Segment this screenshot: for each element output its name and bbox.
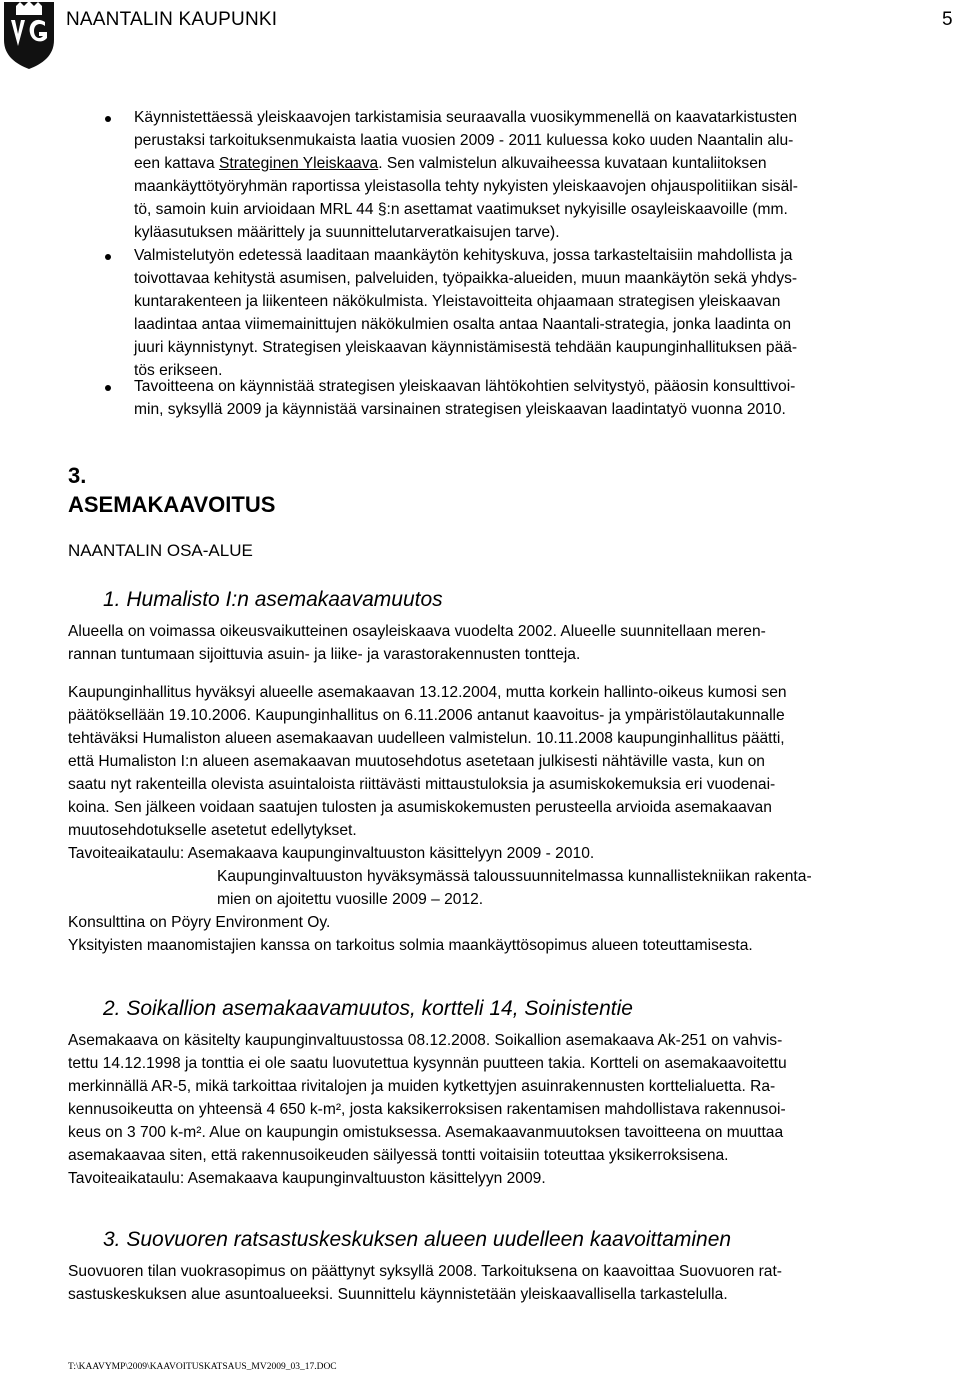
bullet-1-line-2: perustaksi tarkoituksenmukaista laatia vuosien 2009 - 2011 kuluessa koko uuden Naantalin alu- [134,132,794,149]
item-1-heading: 1. Humalisto I:n asemakaavamuutos [103,588,443,611]
header-title: NAANTALIN KAUPUNKI [66,9,278,30]
item-1-line-8: koina. Sen jälkeen voidaan saatujen tulosten ja asumiskokemusten perusteella arvioida asemakaavan [68,799,772,816]
item-1-line-11: Kaupunginvaltuuston hyväksymässä taloussuunnitelmassa kunnallistekniikan rakenta- [217,868,812,885]
strateginen-yleiskaava-link[interactable]: Strateginen Yleiskaava [218,155,379,172]
bullet-1-line-5: tö, samoin kuin arvioidaan MRL 44 §:n asettamat vaatimukset nykyisille osayleiskaavoille (mm. [134,201,788,218]
bullet-2-line-1: Valmistelutyön edetessä laaditaan maankäytön kehityskuva, jossa tarkasteltaisiin mahdollista ja [134,247,793,264]
item-2-heading: 2. Soikallion asemakaavamuutos, kortteli 14, Soinistentie [103,997,633,1020]
item-1-line-13: Konsulttina on Pöyry Environment Oy. [68,914,331,931]
item-3-line-1: Suovuoren tilan vuokrasopimus on päättynyt syksyllä 2008. Tarkoituksena on kaavoittaa Suovuoren rat- [68,1263,782,1280]
item-1-line-14: Yksityisten maanomistajien kanssa on tarkoitus solmia maankäyttösopimus alueen toteuttamisesta. [68,937,753,954]
item-3-line-2: sastuskeskuksen alue asuntoalueeksi. Suunnittelu käynnistetään yleiskaavallisella tarkastelulla. [68,1286,728,1303]
item-2-line-1: Asemakaava on käsitelty kaupunginvaltuustossa 08.12.2008. Soikallion asemakaava Ak-251 on vahvis- [68,1032,783,1049]
bullet-1-line-3: een kattava Strateginen Yleiskaava. Sen valmistelun alkuvaiheessa kuvataan kuntaliitoksen [134,155,767,172]
item-1-line-7: saatu nyt rakenteilla olevista asuintaloista riittävästi mittaustuloksia ja asumiskokemuksia eri vuodenai- [68,776,776,793]
item-3-heading: 3. Suovuoren ratsastuskeskuksen alueen uudelleen kaavoittaminen [103,1228,732,1251]
item-2-line-6: asemakaavaa siten, että rakennusoikeuden säilyessä tontti voitaisiin toteuttaa yksikerroksisena. [68,1147,729,1164]
item-2-line-2: tettu 14.12.1998 ja tonttia ei ole saatu luovutettua kysynnän puutteen takia. Kortteli on asemakaavoitettu [68,1055,787,1072]
section-title: ASEMAKAAVOITUS [68,492,276,517]
naantali-coat-of-arms-icon [2,0,56,70]
bullet-2-line-3: kuntarakenteen ja liikenteen näkökulmista. Yleistavoitteita ohjaamaan strategisen yleiskaavan [134,293,781,310]
bullet-icon [105,385,111,391]
item-2-line-3: merkinnällä AR-5, mikä tarkoittaa rivitalojen ja muiden kytkettyjen asuinrakennusten korttelialuetta. Ra- [68,1078,776,1095]
item-2-line-5: keus on 3 700 k-m². Alue on kaupungin omistuksessa. Asemakaavanmuutoksen tavoitteena on muuttaa [68,1124,784,1141]
item-1-line-1: Alueella on voimassa oikeusvaikutteinen osayleiskaava vuodelta 2002. Alueelle suunnitellaan meren- [68,623,766,640]
bullet-1-line-4: maankäyttötyöryhmän raportissa yleistasolla tehty nykyisten yleiskaavojen ohjauspolitiikan sisäl- [134,178,798,195]
bullet-2-line-4: laadintaa antaa viimemainittujen näkökulmien osalta antaa Naantali-strategia, jonka laadinta on [134,316,792,333]
bullet-2-line-6: tös erikseen. [134,362,223,379]
bullet-3-line-2: min, syksyllä 2009 ja käynnistää varsinainen strategisen yleiskaavan laadintatyö vuonna 2010. [134,401,786,418]
bullet-2-line-5: juuri käynnistynyt. Strategisen yleiskaavan käynnistämisestä tehdään kaupunginhallituksen pää- [134,339,798,356]
item-1-line-5: tehtäväksi Humaliston alueen asemakaavan uudelleen valmistelun. 10.11.2008 kaupunginhallitus päätti, [68,730,785,747]
bullet-icon [105,116,111,122]
item-1-line-12: mien on ajoitettu vuosille 2009 – 2012. [217,891,484,908]
bullet-1-line-1: Käynnistettäessä yleiskaavojen tarkistamisia seuraavalla vuosikymmenellä on kaavatarkistusten [134,109,798,126]
item-1-line-9: muutosehdotukselle asetetut edellytykset. [68,822,357,839]
section-subtitle: NAANTALIN OSA-ALUE [68,541,253,560]
footer-file-path: T:\KAAVYMP\2009\KAAVOITUSKATSAUS_MV2009_03_17.DOC [68,1362,337,1372]
item-2-line-7: Tavoiteaikataulu: Asemakaava kaupunginvaltuuston käsittelyyn 2009. [68,1170,546,1187]
bullet-2-line-2: toivottavaa kehitystä asumisen, palveluiden, työpaikka-alueiden, muun maankäytön sekä yhdys- [134,270,798,287]
bullet-icon [105,254,111,260]
section-number: 3. [68,463,87,488]
item-1-line-10: Tavoiteaikataulu: Asemakaava kaupunginvaltuuston käsittelyyn 2009 - 2010. [68,845,595,862]
item-1-line-6: että Humaliston I:n alueen asemakaavan muutosehdotus asetetaan julkisesti nähtäville vasta, kun on [68,753,765,770]
item-1-line-3: Kaupunginhallitus hyväksyi alueelle asemakaavan 13.12.2004, mutta korkein hallinto-oikeus kumosi sen [68,684,787,701]
item-1-line-4: päätöksellään 19.10.2006. Kaupunginhallitus on 6.11.2006 antanut kaavoitus- ja ympäristölautakunnalle [68,707,785,724]
bullet-1-line-6: kyläasutuksen määrittely ja suunnittelutarveratkaisujen tarve). [134,224,560,241]
bullet-3-line-1: Tavoitteena on käynnistää strategisen yleiskaavan lähtökohtien selvitystyö, pääosin konsulttivoi- [134,378,796,395]
item-1-line-2: rannan tuntumaan sijoittuvia asuin- ja liike- ja varastorakennusten tontteja. [68,646,581,663]
item-2-line-4: kennusoikeutta on yhteensä 4 650 k-m², josta kaksikerroksisen rakentamisen mahdollistava rakennusoi- [68,1101,786,1118]
page-number: 5 [942,9,953,30]
